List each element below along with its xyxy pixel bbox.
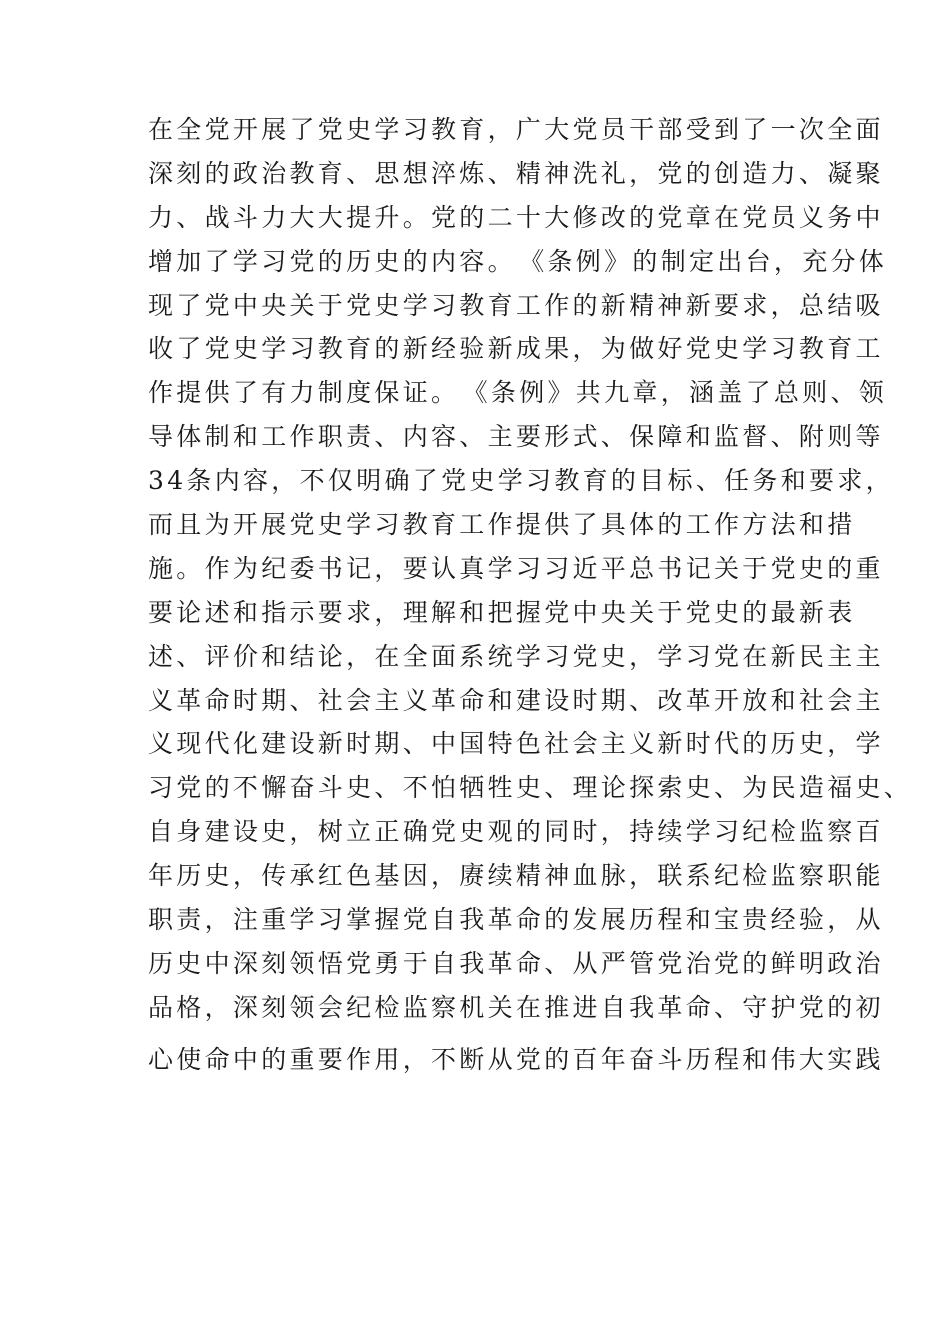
text-line: 深刻的政治教育、思想淬炼、精神洗礼，党的创造力、凝聚: [148, 158, 884, 188]
text-line: 在全党开展了党史学习教育，广大党员干部受到了一次全面: [148, 115, 884, 144]
text-line: 现了党中央关于党史学习教育工作的新精神新要求，总结吸: [148, 290, 884, 320]
body-text: [148, 108, 913, 1082]
text-line: 要论述和指示要求，理解和把握党中央关于党史的最新表: [148, 597, 856, 627]
text-line: 职责，注重学习掌握党自我革命的发展历程和宝贵经验，从: [148, 905, 884, 935]
text-line: 作提供了有力制度保证。 《条例》共九章，涵盖了总则、领: [148, 378, 888, 408]
text-line: 述、评价和结论，在全面系统学习党史，学习党在新民主主: [148, 641, 884, 671]
text-line: 导体制和工作职责、内容、主要形式、保障和监督、附则等: [148, 422, 884, 452]
text-line: 义革命时期、社会主义革命和建设时期、改革开放和社会主: [148, 685, 884, 715]
text-line: 年历史，传承红色基因，赓续精神血脉，联系纪检监察职能: [148, 861, 884, 891]
text-line: 习党的不懈奋斗史、不怕牺牲史、理论探索史、为民造福史、: [148, 773, 913, 803]
text-line: 而且为开展党史学习教育工作提供了具体的工作方法和措: [148, 510, 856, 540]
text-line: 心使命中的重要作用，不断从党的百年奋斗历程和伟大实践: [148, 1044, 884, 1074]
text-line: 增加了学习党的历史的内容。 《条例》的制定出台，充分体: [148, 246, 888, 276]
text-line: 义现代化建设新时期、中国特色社会主义新时代的历史，学: [148, 729, 884, 759]
text-line: 力、战斗力大大提升。党的二十大修改的党章在党员义务中: [148, 202, 884, 232]
text-line: 34条内容，不仅明确了党史学习教育的目标、任务和要求，: [148, 466, 894, 496]
text-line: 自身建设史，树立正确党史观的同时，持续学习纪检监察百: [148, 817, 884, 847]
text-line: 施。作为纪委书记，要认真学习习近平总书记关于党史的重: [148, 553, 884, 583]
text-line: 收了党史学习教育的新经验新成果，为做好党史学习教育工: [148, 334, 884, 364]
text-line: 历史中深刻领悟党勇于自我革命、从严管党治党的鲜明政治: [148, 948, 884, 978]
text-line: 品格，深刻领会纪检监察机关在推进自我革命、守护党的初: [148, 992, 884, 1022]
